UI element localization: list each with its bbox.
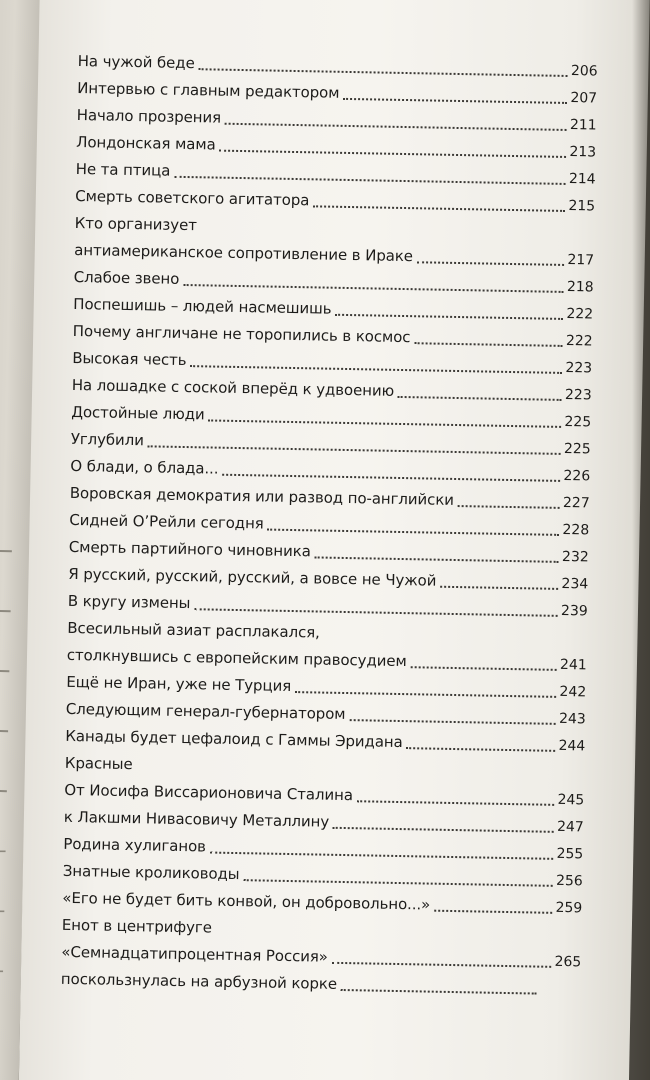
dot-leader — [244, 879, 553, 887]
dot-leader — [343, 98, 567, 104]
dot-leader — [406, 747, 555, 752]
toc-entry-title: Высокая честь — [72, 348, 187, 370]
toc-entry-title: Смерть партийного чиновника — [68, 537, 311, 561]
toc-entry-title: Лондонская мама — [76, 132, 216, 154]
toc-entry-page: 259 — [555, 899, 583, 917]
toc-entry-page: 217 — [567, 252, 595, 269]
page-number-fragment — [0, 670, 9, 672]
toc-entry-page: 218 — [566, 279, 594, 296]
dot-leader — [332, 962, 551, 968]
toc-entry-page: 222 — [565, 332, 593, 350]
dot-leader — [357, 800, 554, 806]
dot-leader — [315, 556, 559, 562]
toc-entry-title: «Семнадцатипроцентная Россия» — [61, 942, 329, 966]
toc-entry-page: 223 — [565, 359, 593, 377]
dot-leader — [434, 910, 552, 914]
toc-entry-title: Воровская демократия или развод по-английски — [69, 483, 455, 509]
toc-entry-title: Слабое звено — [73, 267, 180, 288]
toc-entry-title: Всесильный азиат расплакался, — [67, 618, 320, 642]
toc-entry-title: Поспешишь – людей насмешишь — [73, 294, 332, 318]
toc-entry-page: 226 — [563, 467, 591, 485]
dot-leader — [350, 719, 556, 725]
dot-leader — [341, 989, 537, 995]
toc-entry-page: 244 — [558, 737, 586, 755]
toc-entry-title: Канады будет цефалоид с Гаммы Эридана — [65, 726, 403, 752]
toc-entry-page: 241 — [559, 656, 587, 674]
toc-entry-title: Красные — [64, 753, 133, 774]
toc-entry-page: 265 — [554, 953, 582, 971]
toc-entry-title: Родина хулиганов — [63, 834, 207, 856]
toc-entry-page: 245 — [557, 791, 585, 809]
dot-leader — [415, 342, 563, 347]
toc-entry-title: Начало прозрения — [76, 105, 222, 127]
toc-entry-title: Смерть советского агитатора — [75, 186, 310, 210]
toc-entry-title: Интервью с главным редактором — [77, 78, 340, 102]
toc-entry-page: 213 — [569, 144, 597, 161]
dot-leader — [458, 505, 560, 509]
toc-entry-page: 214 — [568, 171, 596, 188]
toc-entry-page: 228 — [562, 521, 590, 539]
toc-entry-title: Кто организует — [74, 213, 197, 235]
page-number-fragment — [0, 610, 11, 612]
dot-leader — [295, 691, 556, 698]
toc-entry-page: 242 — [559, 683, 587, 701]
dot-leader — [335, 314, 563, 320]
toc-entry-title: Достойные люди — [71, 402, 205, 424]
toc-entry-title: к Лакшми Нивасовичу Металлину — [63, 807, 330, 831]
toc-entry-page: 207 — [570, 90, 598, 107]
toc-entry-title: антиамериканское сопротивление в Ираке — [74, 240, 414, 266]
toc-entry-title: Енот в центрифуге — [61, 915, 212, 937]
toc-entry-page: 206 — [570, 63, 598, 80]
toc-entry-title: На лошадке с соской вперёд к удвоению — [71, 375, 395, 400]
dot-leader — [313, 205, 565, 212]
toc-entry-title: О блади, о блада... — [70, 456, 219, 478]
dot-leader — [411, 666, 557, 671]
toc-entry-title: Сидней О’Рейли сегодня — [69, 510, 264, 533]
toc-entry-page: 215 — [568, 198, 596, 215]
toc-entry-title: столкнувшись с европейским правосудием — [66, 645, 407, 671]
toc-entry-title: На чужой беде — [77, 51, 195, 73]
toc-entry-title: Углубили — [70, 429, 144, 450]
toc-entry-title: Почему англичане не торопились в космос — [72, 321, 411, 347]
toc-entry-page: 247 — [556, 818, 584, 836]
dot-leader — [398, 396, 562, 401]
toc-entry-page: 223 — [564, 386, 592, 404]
toc-entry-page: 256 — [555, 872, 583, 890]
toc-entry-page: 234 — [561, 575, 589, 593]
page-number-fragment — [0, 910, 4, 912]
toc-entry-page: 211 — [569, 117, 597, 134]
dot-leader — [267, 529, 559, 536]
page-number-fragment — [0, 970, 3, 972]
toc-entry-title: поскользнулась на арбузной корке — [60, 969, 338, 993]
page-edge-shadow — [632, 0, 650, 1080]
toc-entry-page: 225 — [563, 440, 591, 458]
page-number-fragment — [0, 550, 12, 552]
toc-entry-title: Знатные кролиководы — [62, 861, 240, 884]
toc-entry-title: Я русский, русский, русский, а вовсе не Чужой — [68, 564, 437, 590]
toc-entry-page: 239 — [560, 602, 588, 620]
toc-entry-page: 232 — [561, 548, 589, 566]
toc-entry-title: «Его не будет бить конвой, он добровольно...» — [62, 888, 431, 914]
table-of-contents — [61, 46, 598, 1000]
toc-entry-title: Ещё не Иран, уже не Турция — [66, 672, 292, 696]
toc-entry-title: Следующим генерал-губернатором — [65, 699, 346, 724]
toc-entry-page: 225 — [564, 413, 592, 431]
toc-entry-page: 255 — [556, 845, 584, 863]
toc-entry-page: 222 — [566, 305, 594, 323]
toc-entry-page: 227 — [562, 494, 590, 512]
page-number-fragment — [0, 850, 6, 852]
dot-leader — [417, 261, 564, 266]
page-number-fragment — [0, 790, 7, 792]
dot-leader — [333, 827, 554, 833]
toc-entry-title: От Иосифа Виссарионовича Сталина — [64, 780, 354, 805]
page-number-fragment — [0, 730, 8, 732]
toc-entry-title: Не та птица — [75, 159, 171, 180]
dot-leader — [440, 586, 558, 590]
toc-entry-page: 243 — [558, 710, 586, 728]
toc-entry-title: В кругу измены — [67, 591, 191, 613]
